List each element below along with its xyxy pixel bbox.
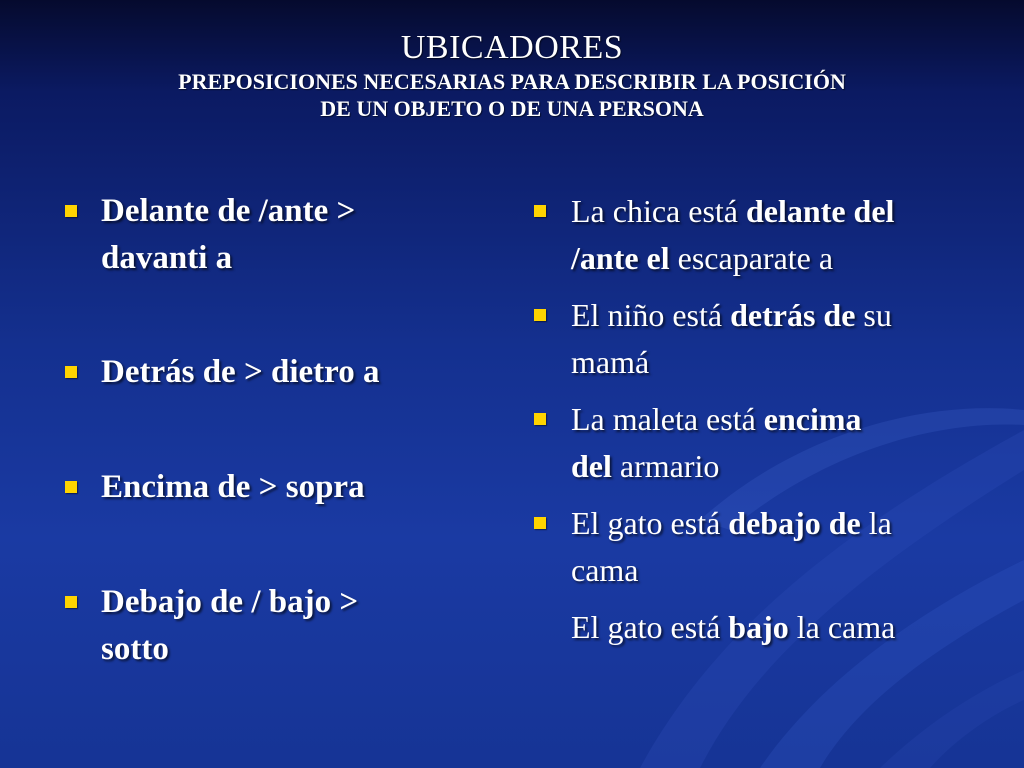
- plain-text: El gato está: [571, 505, 729, 541]
- square-bullet-icon: [534, 517, 546, 529]
- plain-text: la: [860, 505, 892, 541]
- left-item-delante: [60, 188, 460, 282]
- left-item-line2: davanti a: [101, 240, 233, 276]
- right-item-line1: [571, 500, 980, 547]
- bold-preposition: encima: [763, 401, 862, 437]
- slide-header: [0, 28, 1024, 122]
- square-bullet-icon: [65, 366, 77, 378]
- plain-text: mamá: [571, 344, 650, 380]
- bold-preposition: del: [571, 448, 612, 484]
- right-item-line1: [571, 188, 980, 235]
- bold-preposition: bajo: [728, 609, 789, 645]
- right-item-encima: [530, 396, 980, 490]
- right-item-delante: [530, 188, 980, 282]
- left-item-line1: Detrás de > dietro a: [101, 354, 380, 390]
- left-item-line2: sotto: [101, 631, 169, 667]
- plain-text: La maleta está: [571, 401, 764, 437]
- plain-text: armario: [611, 448, 720, 484]
- plain-text: escaparate a: [669, 240, 834, 276]
- right-column: [530, 188, 980, 651]
- bold-preposition: debajo de: [728, 505, 861, 541]
- plain-text: su: [855, 297, 892, 333]
- right-item-line2: [571, 235, 980, 282]
- plain-text: la cama: [788, 609, 896, 645]
- right-item-line1: [571, 396, 980, 443]
- left-item-line1: Debajo de / bajo >: [101, 584, 359, 620]
- right-item-line2: [571, 443, 980, 490]
- left-item-debajo: [60, 579, 460, 673]
- left-column: [60, 188, 460, 742]
- right-item-line1: [571, 292, 980, 339]
- square-bullet-icon: [534, 413, 546, 425]
- left-item-line1: Delante de /ante >: [101, 193, 356, 229]
- bold-preposition: delante del: [746, 193, 895, 229]
- right-item-detras: [530, 292, 980, 386]
- left-item-encima: [60, 464, 460, 511]
- square-bullet-icon: [534, 309, 546, 321]
- plain-text: La chica está: [571, 193, 746, 229]
- slide-subtitle-line2: DE UN OBJETO O DE UNA PERSONA: [320, 96, 704, 121]
- right-item-line2: [571, 339, 980, 386]
- slide-title: UBICADORES: [400, 29, 624, 66]
- plain-text: El niño está: [571, 297, 731, 333]
- square-bullet-icon: [534, 205, 546, 217]
- square-bullet-icon: [65, 205, 77, 217]
- left-item-detras: [60, 349, 460, 396]
- square-bullet-icon: [65, 481, 77, 493]
- right-item-line1: [571, 604, 980, 651]
- plain-text: El gato está: [571, 609, 729, 645]
- slide-subtitle-line1: PREPOSICIONES NECESARIAS PARA DESCRIBIR LA POSICIÓN: [178, 69, 846, 94]
- bold-preposition: detrás de: [730, 297, 856, 333]
- plain-text: cama: [571, 552, 639, 588]
- left-item-line1: Encima de > sopra: [101, 469, 365, 505]
- right-item-debajo: [530, 500, 980, 594]
- right-item-line2: [571, 547, 980, 594]
- bold-preposition: /ante el: [571, 240, 670, 276]
- right-item-bajo: [530, 604, 980, 651]
- square-bullet-icon: [65, 596, 77, 608]
